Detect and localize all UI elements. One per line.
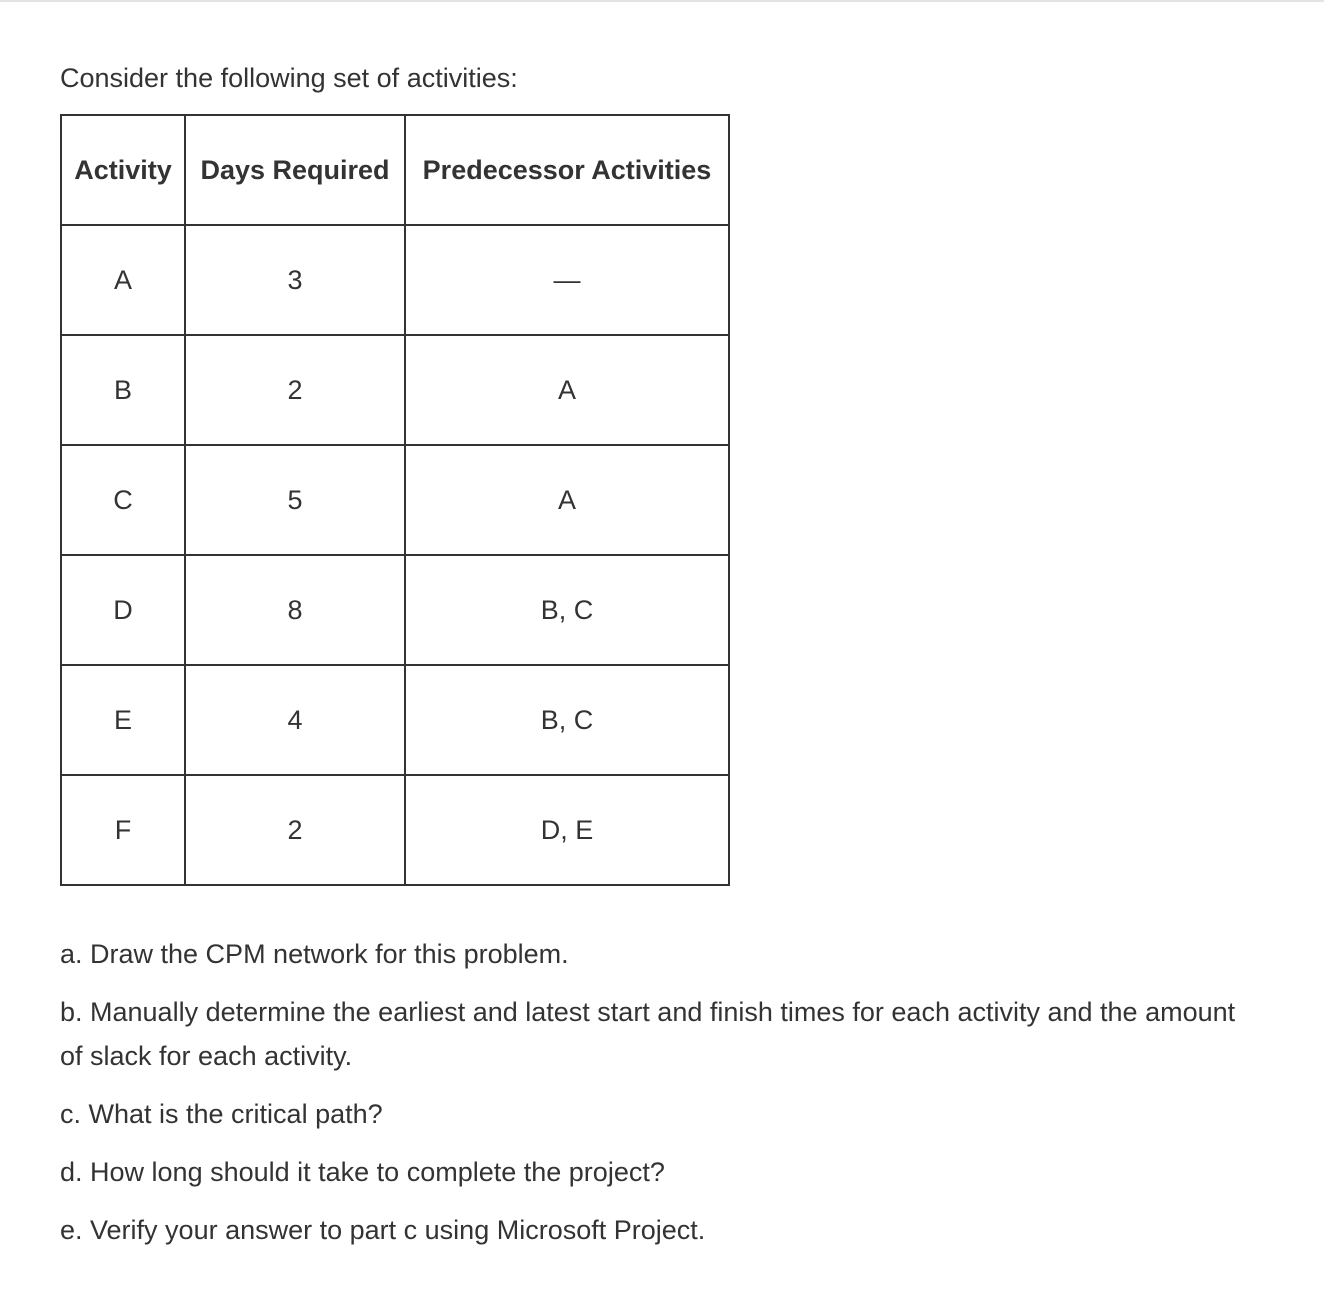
cell-activity: B: [61, 335, 185, 445]
table-row: [61, 775, 729, 885]
table-row: [61, 555, 729, 665]
activities-table: [60, 114, 730, 886]
question-a: a. Draw the CPM network for this problem.: [60, 939, 569, 969]
cell-activity: A: [61, 225, 185, 335]
cell-predecessors: B, C: [405, 665, 729, 775]
table-header-row: [61, 115, 729, 225]
cell-predecessors: D, E: [405, 775, 729, 885]
cell-activity: E: [61, 665, 185, 775]
cell-activity: D: [61, 555, 185, 665]
cell-days: 3: [185, 225, 405, 335]
cell-predecessors: A: [405, 445, 729, 555]
question-e: e. Verify your answer to part c using Microsoft Project.: [60, 1215, 706, 1245]
cell-predecessors: B, C: [405, 555, 729, 665]
table-row: [61, 665, 729, 775]
question-b: b. Manually determine the earliest and latest start and finish times for each activity and the amount of slack for each activity.: [60, 997, 1236, 1071]
cell-activity: F: [61, 775, 185, 885]
question-c: c. What is the critical path?: [60, 1099, 383, 1129]
question-d: d. How long should it take to complete the project?: [60, 1157, 665, 1187]
cell-days: 8: [185, 555, 405, 665]
cell-predecessors: —: [405, 225, 729, 335]
table-row: [61, 335, 729, 445]
header-predecessor-activities: Predecessor Activities: [405, 115, 729, 225]
top-divider: [0, 0, 1324, 2]
question-list: [60, 932, 1260, 1266]
cell-activity: C: [61, 445, 185, 555]
cell-days: 2: [185, 775, 405, 885]
cell-days: 2: [185, 335, 405, 445]
table-row: [61, 445, 729, 555]
header-days-required: Days Required: [185, 115, 405, 225]
table-row: [61, 225, 729, 335]
cell-days: 4: [185, 665, 405, 775]
cell-days: 5: [185, 445, 405, 555]
header-activity: Activity: [61, 115, 185, 225]
intro-text: Consider the following set of activities:: [60, 63, 518, 93]
cell-predecessors: A: [405, 335, 729, 445]
